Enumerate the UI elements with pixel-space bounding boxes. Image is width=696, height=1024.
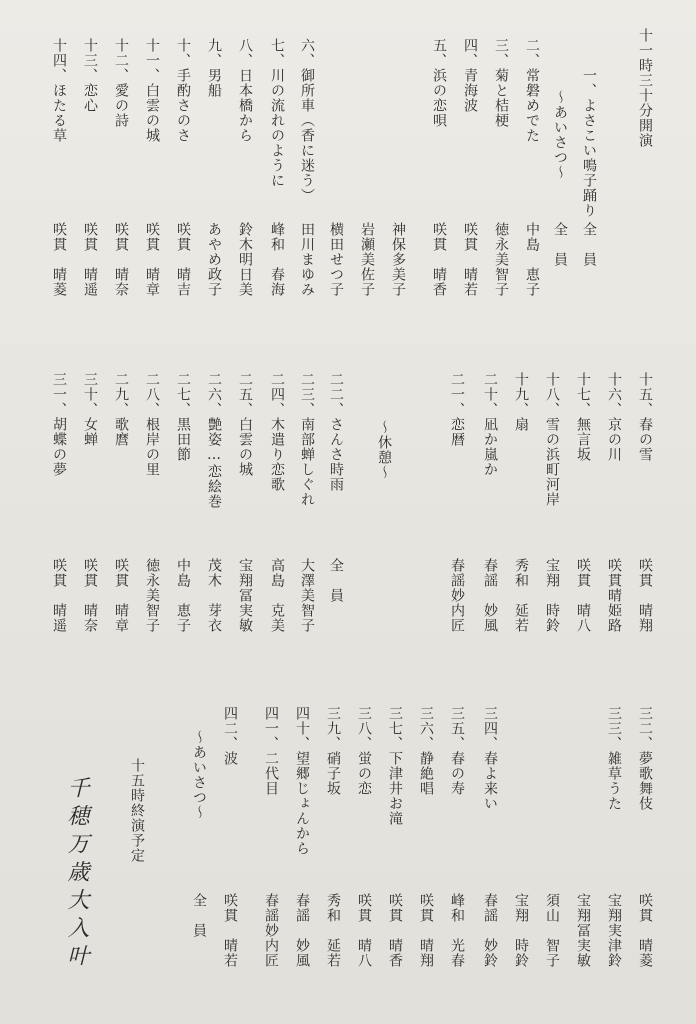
performer: 春謡妙内匠	[449, 558, 465, 633]
performer: 咲貫 晴遥	[82, 222, 98, 297]
program-item: 六、御所車（香に迷う）	[299, 38, 315, 203]
performer: 大澤美智子	[299, 558, 315, 633]
performer: 峰和 光春	[449, 893, 465, 968]
program-item: 十九、扇	[513, 372, 529, 432]
program-item: 四二、波	[222, 706, 238, 766]
program-item: 七、川の流れのように	[269, 38, 285, 188]
program-item: 十三、恋心	[82, 38, 98, 113]
program-item: 十二、愛の詩	[113, 38, 129, 128]
performer: 全 員	[581, 222, 597, 267]
performer: 春謡 妙風	[482, 558, 498, 633]
performer: 宝翔 時鈴	[513, 893, 529, 968]
break-label: ～休憩～	[376, 420, 392, 480]
program-item: 八、日本橋から	[237, 38, 253, 143]
program-item: 二二、さんさ時雨	[328, 372, 344, 492]
performer: 咲貫 晴八	[575, 558, 591, 633]
performer: 鈴木明日美	[237, 222, 253, 297]
performer: 咲貫 晴奈	[82, 558, 98, 633]
performer: 咲貫 晴章	[113, 558, 129, 633]
program-item: 三二、夢歌舞伎	[637, 706, 653, 811]
performer: 岩瀬美佐子	[359, 222, 375, 297]
performer: 宝翔 時鈴	[544, 558, 560, 633]
performer: 咲貫 晴章	[144, 222, 160, 297]
performer: 咲貫 晴八	[356, 893, 372, 968]
program-item: 十、手酌さのさ	[175, 38, 191, 143]
program-item: 二一、恋暦	[449, 372, 465, 447]
program-item: 四一、二代目	[263, 706, 279, 796]
performer: 宝翔実津鈴	[606, 893, 622, 968]
performer: 峰和 春海	[269, 222, 285, 297]
program-item: 二、常磐めでた	[524, 38, 540, 143]
program-item: 二七、黒田節	[175, 372, 191, 462]
performer: 春謡 妙鈴	[482, 893, 498, 968]
performer: 秀和 延若	[513, 558, 529, 633]
program-item: 三、菊と桔梗	[493, 38, 509, 128]
performer: 咲貫晴姫路	[606, 558, 622, 633]
program-item: 三七、下津井お滝	[387, 706, 403, 826]
program-item: 十四、ほたる草	[51, 38, 67, 143]
program-item: 十五、春の雪	[637, 372, 653, 462]
performer: 須山 智子	[544, 893, 560, 968]
program-item: 一、よさこい鳴子踊り	[581, 68, 597, 218]
program-item: 五、浜の恋唄	[431, 38, 447, 128]
performer: 全 員	[328, 558, 344, 603]
start-time: 十一時三十分開演	[637, 28, 653, 148]
program-item: 四十、望郷じょんから	[294, 706, 310, 856]
performer: 咲貫 晴翔	[418, 893, 434, 968]
performer: 秀和 延若	[325, 893, 341, 968]
performer: 咲貫 晴香	[387, 893, 403, 968]
performer: 高島 克美	[269, 558, 285, 633]
performer: 茂木 芽衣	[206, 558, 222, 633]
performer: 春謡妙内匠	[263, 893, 279, 968]
performer: 咲貫 晴香	[431, 222, 447, 297]
program-item: 九、男船	[206, 38, 222, 98]
program-item: 三九、硝子坂	[325, 706, 341, 796]
performer: 中島 恵子	[524, 222, 540, 297]
performer: 全 員	[191, 893, 207, 938]
program-item: 十一、白雲の城	[144, 38, 160, 143]
performer: 咲貫 晴吉	[175, 222, 191, 297]
program-item: 二六、艶姿…恋絵巻	[206, 372, 222, 509]
performer: 咲貫 晴奈	[113, 222, 129, 297]
performer: 全 員	[552, 222, 568, 267]
program-item: 三八、蛍の恋	[356, 706, 372, 796]
performer: 咲貫 晴遥	[51, 558, 67, 633]
program-item: 三三、雑草うた	[606, 706, 622, 811]
program-item: 二五、白雲の城	[237, 372, 253, 477]
program-item: 三五、春の寿	[449, 706, 465, 796]
program-item: 四、青海波	[462, 38, 478, 113]
program-item: 三四、春よ来い	[482, 706, 498, 811]
program-item: 十七、無言坂	[575, 372, 591, 462]
program-item: 二十、凪か嵐か	[482, 372, 498, 477]
program-item: 二九、歌麿	[113, 372, 129, 447]
performer: 中島 恵子	[175, 558, 191, 633]
program-item: 十八、雪の浜町河岸	[544, 372, 560, 507]
performer: 咲貫 晴若	[222, 893, 238, 968]
performer: 神保多美子	[390, 222, 406, 297]
performer: 咲貫 晴菱	[51, 222, 67, 297]
performer: あやめ政子	[206, 222, 222, 297]
calligraphy-blessing: 千穂万歳大入叶	[64, 776, 89, 972]
program-item: 二八、根岸の里	[144, 372, 160, 477]
performer: 田川まゆみ	[299, 222, 315, 297]
performer: 徳永美智子	[493, 222, 509, 297]
program-item: 十六、京の川	[606, 372, 622, 462]
performer: 宝翔冨実敏	[575, 893, 591, 968]
performer: 咲貫 晴翔	[637, 558, 653, 633]
performer: 横田せつ子	[328, 222, 344, 297]
end-time: 十五時終演予定	[129, 758, 145, 863]
performer: 咲貫 晴菱	[637, 893, 653, 968]
program-item: 二三、南部蝉しぐれ	[299, 372, 315, 507]
performer: 春謡 妙風	[294, 893, 310, 968]
program-item: ～あいさつ～	[552, 90, 568, 180]
program-item: 三十、女蝉	[82, 372, 98, 447]
performer: 宝翔冨実敏	[237, 558, 253, 633]
performer: 咲貫 晴若	[462, 222, 478, 297]
program-item: 三一、胡蝶の夢	[51, 372, 67, 477]
performer: 徳永美智子	[144, 558, 160, 633]
program-item: 三六、静絶唱	[418, 706, 434, 796]
program-item: ～あいさつ～	[191, 730, 207, 820]
program-item: 二四、木遣り恋歌	[269, 372, 285, 492]
